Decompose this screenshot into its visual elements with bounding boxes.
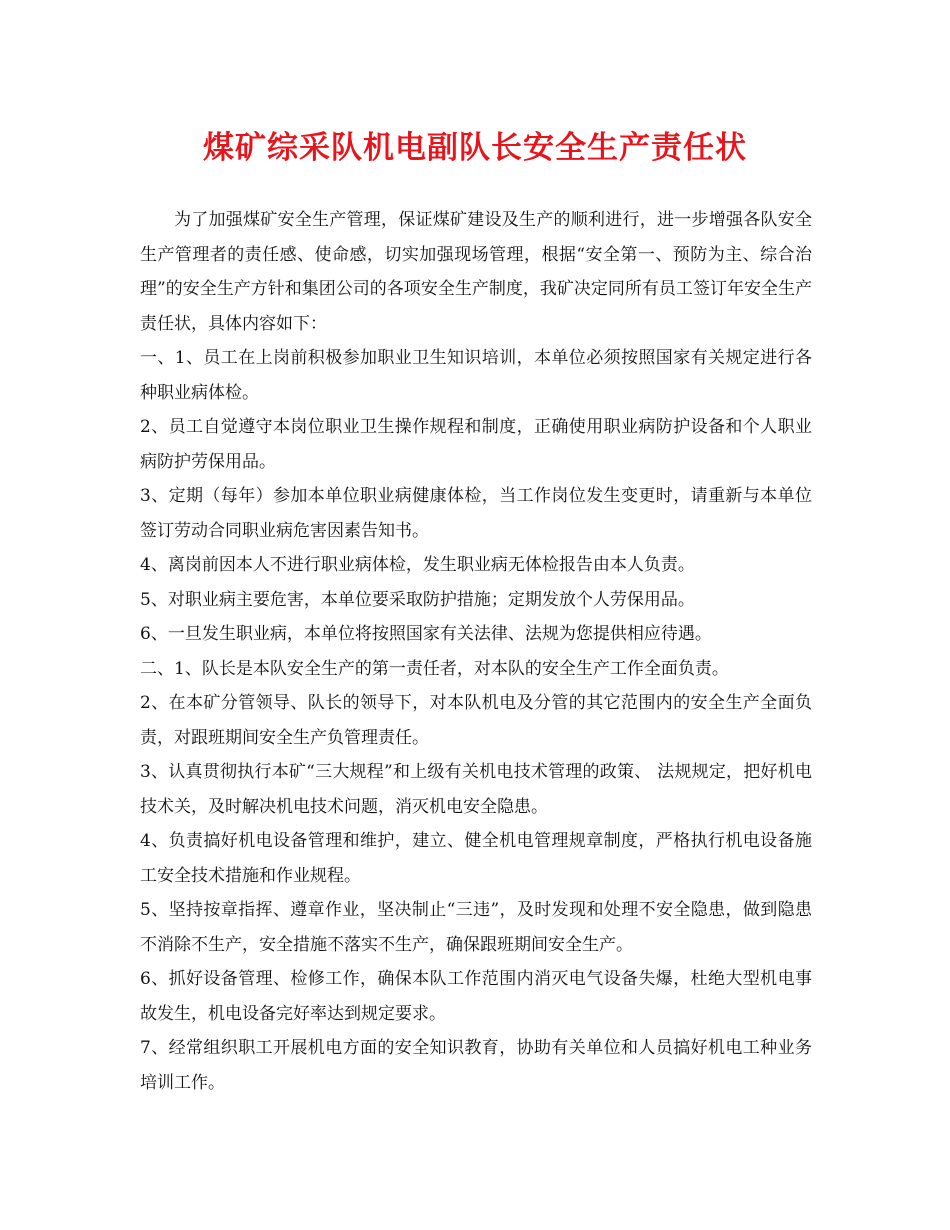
section-two-item-1: 二、1、队长是本队安全生产的第一责任者，对本队的安全生产工作全面负责。 [140, 658, 729, 679]
section-two-item-5: 5、坚持按章指挥、遵章作业，坚决制止“三违”，及时发现和处理不安全隐患，做到隐患不消除不生产，安全措施不落实不生产，确保跟班期间安全生产。 [140, 900, 812, 955]
section-one-item-5: 5、对职业病主要危害，本单位要采取防护措施；定期发放个人劳保用品。 [140, 589, 695, 610]
section-one-item-2: 2、员工自觉遵守本岗位职业卫生操作规程和制度，正确使用职业病防护设备和个人职业病防护劳保用品。 [140, 417, 812, 472]
section-two-item-7: 7、经常组织职工开展机电方面的安全知识教育，协助有关单位和人员搞好机电工种业务培训工作。 [140, 1038, 812, 1093]
document-title: 煤矿综采队机电副队长安全生产责任状 [203, 130, 747, 166]
section-one-item-6: 6、一旦发生职业病，本单位将按照国家有关法律、法规为您提供相应待遇。 [140, 624, 712, 644]
section-one-item-4: 4、离岗前因本人不进行职业病体检，发生职业病无体检报告由本人负责。 [140, 555, 695, 575]
section-two-item-2: 2、在本矿分管领导、队长的领导下，对本队机电及分管的其它范围内的安全生产全面负责，对跟班期间安全生产负管理责任。 [140, 693, 812, 748]
document-body [140, 203, 812, 1100]
section-two-item-3: 3、认真贯彻执行本矿“三大规程”和上级有关机电技术管理的政策、 法规规定，把好机电技术关，及时解决机电技术问题，消灭机电安全隐患。 [140, 762, 812, 817]
section-one-item-1: 一、1、员工在上岗前积极参加职业卫生知识培训，本单位必须按照国家有关规定进行各种职业病体检。 [140, 348, 812, 403]
section-two-item-6: 6、抓好设备管理、检修工作，确保本队工作范围内消灭电气设备失爆，杜绝大型机电事故发生，机电设备完好率达到规定要求。 [140, 969, 812, 1024]
intro-paragraph: 为了加强煤矿安全生产管理，保证煤矿建设及生产的顺利进行，进一步增强各队安全生产管理者的责任感、使命感，切实加强现场管理，根据“安全第一、预防为主、综合治理”的安全生产方针和集团公司的各项安全生产制度，我矿决定同所有员工签订年安全生产责任状，具体内容如下： [140, 210, 812, 334]
section-two-item-4: 4、负责搞好机电设备管理和维护，建立、健全机电管理规章制度，严格执行机电设备施工安全技术措施和作业规程。 [140, 831, 812, 886]
section-one-item-3: 3、定期（每年）参加本单位职业病健康体检，当工作岗位发生变更时，请重新与本单位签订劳动合同职业病危害因素告知书。 [140, 486, 812, 541]
